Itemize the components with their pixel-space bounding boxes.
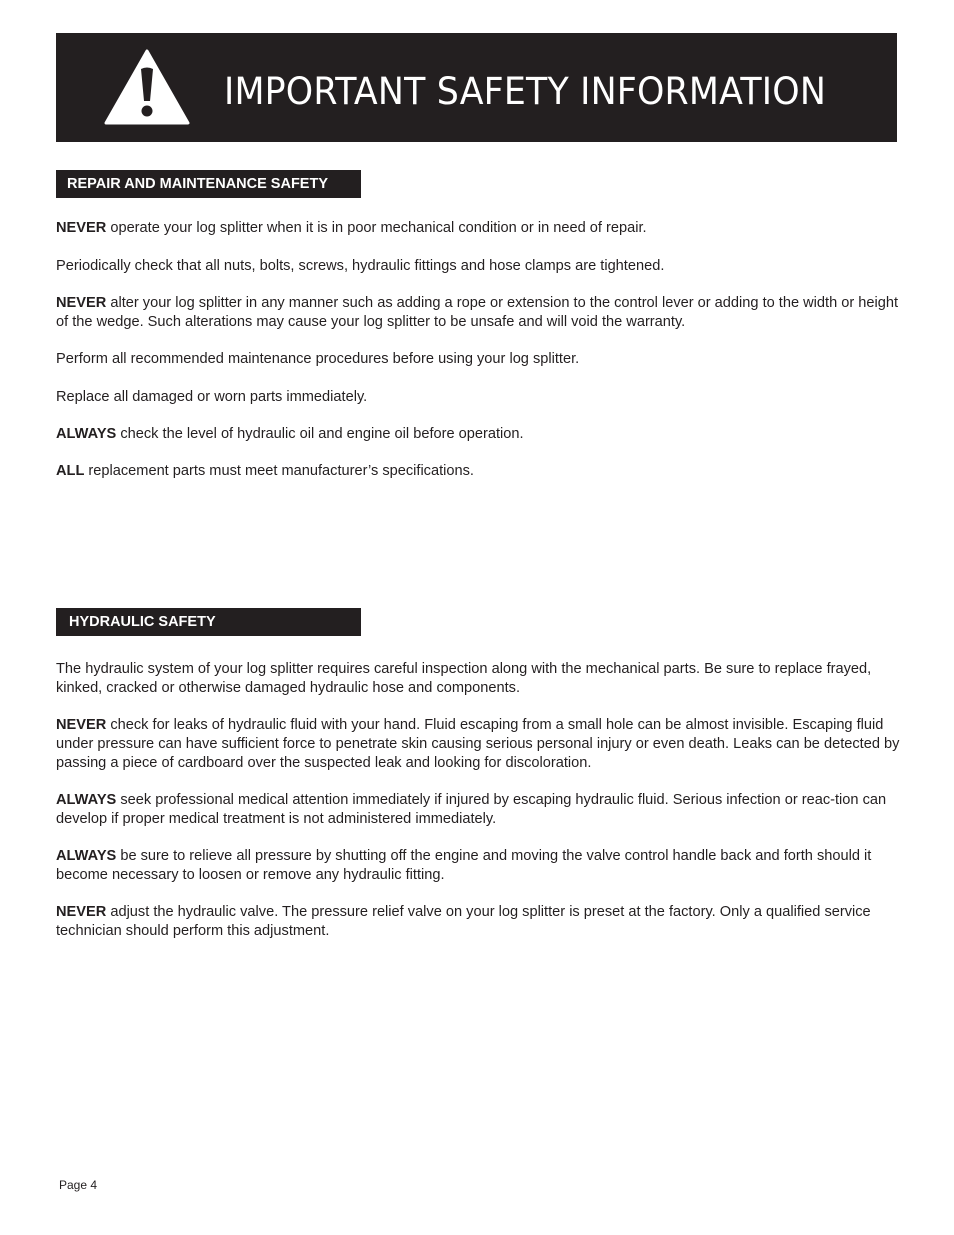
emphasis-word: NEVER (56, 904, 107, 920)
paragraph-text: seek professional medical attention immediately if injured by escaping hydraulic fluid. Serious infection or reac-tion can develop if proper medical treatment is not administered immediately. (56, 792, 887, 827)
paragraph-text: check the level of hydraulic oil and engine oil before operation. (116, 426, 524, 442)
paragraph (56, 791, 902, 829)
paragraph (56, 462, 902, 481)
paragraph-text: adjust the hydraulic valve. The pressure relief valve on your log splitter is preset at the factory. Only a qualified service technician should perform this adjustment. (56, 904, 871, 939)
paragraph-text: check for leaks of hydraulic fluid with your hand. Fluid escaping from a small hole can be almost invisible. Escaping fluid under pressure can have sufficient force to penetrate skin causing serious personal injury or even death. Leaks can be detected by passing a piece of cardboard over the suspected leak and looking for discoloration. (56, 717, 900, 771)
paragraph (56, 425, 902, 444)
paragraph (56, 388, 902, 407)
emphasis-word: ALWAYS (56, 792, 117, 808)
paragraph (56, 903, 902, 941)
page-number: Page 4 (59, 1178, 98, 1192)
paragraph (56, 847, 902, 885)
paragraph (56, 350, 902, 369)
section-header-hydraulic: HYDRAULIC SAFETY (56, 608, 361, 636)
emphasis-word: ALWAYS (56, 848, 117, 864)
paragraph-text: Periodically check that all nuts, bolts, screws, hydraulic fittings and hose clamps are tightened. (56, 258, 665, 274)
paragraph (56, 219, 902, 238)
emphasis-word: ALWAYS (56, 426, 117, 442)
section-header-repair: REPAIR AND MAINTENANCE SAFETY (56, 170, 361, 198)
banner-title: IMPORTANT SAFETY INFORMATION (224, 70, 827, 113)
safety-banner (56, 33, 897, 142)
paragraph-text: Replace all damaged or worn parts immediately. (56, 389, 368, 405)
paragraph-text: replacement parts must meet manufacturer’s specifications. (84, 463, 474, 479)
paragraph-text: alter your log splitter in any manner such as adding a rope or extension to the control lever or adding to the width or height of the wedge. Such alterations may cause your log splitter to be unsafe and will void the warranty. (56, 295, 899, 330)
paragraph (56, 660, 902, 698)
paragraph-text: The hydraulic system of your log splitter requires careful inspection along with the mechanical parts. Be sure to replace frayed, kinked, cracked or otherwise damaged hydraulic hose and components. (56, 661, 872, 696)
emphasis-word: NEVER (56, 717, 107, 733)
emphasis-word: ALL (56, 463, 85, 479)
paragraph-text: be sure to relieve all pressure by shutting off the engine and moving the valve control handle back and forth should it become necessary to loosen or remove any hydraulic fitting. (56, 848, 872, 883)
paragraph (56, 716, 902, 773)
warning-triangle-icon (104, 49, 190, 125)
paragraph (56, 294, 902, 332)
paragraph-text: operate your log splitter when it is in poor mechanical condition or in need of repair. (106, 220, 647, 236)
emphasis-word: NEVER (56, 295, 107, 311)
emphasis-word: NEVER (56, 220, 107, 236)
paragraph-text: Perform all recommended maintenance procedures before using your log splitter. (56, 351, 580, 367)
paragraph (56, 257, 902, 276)
